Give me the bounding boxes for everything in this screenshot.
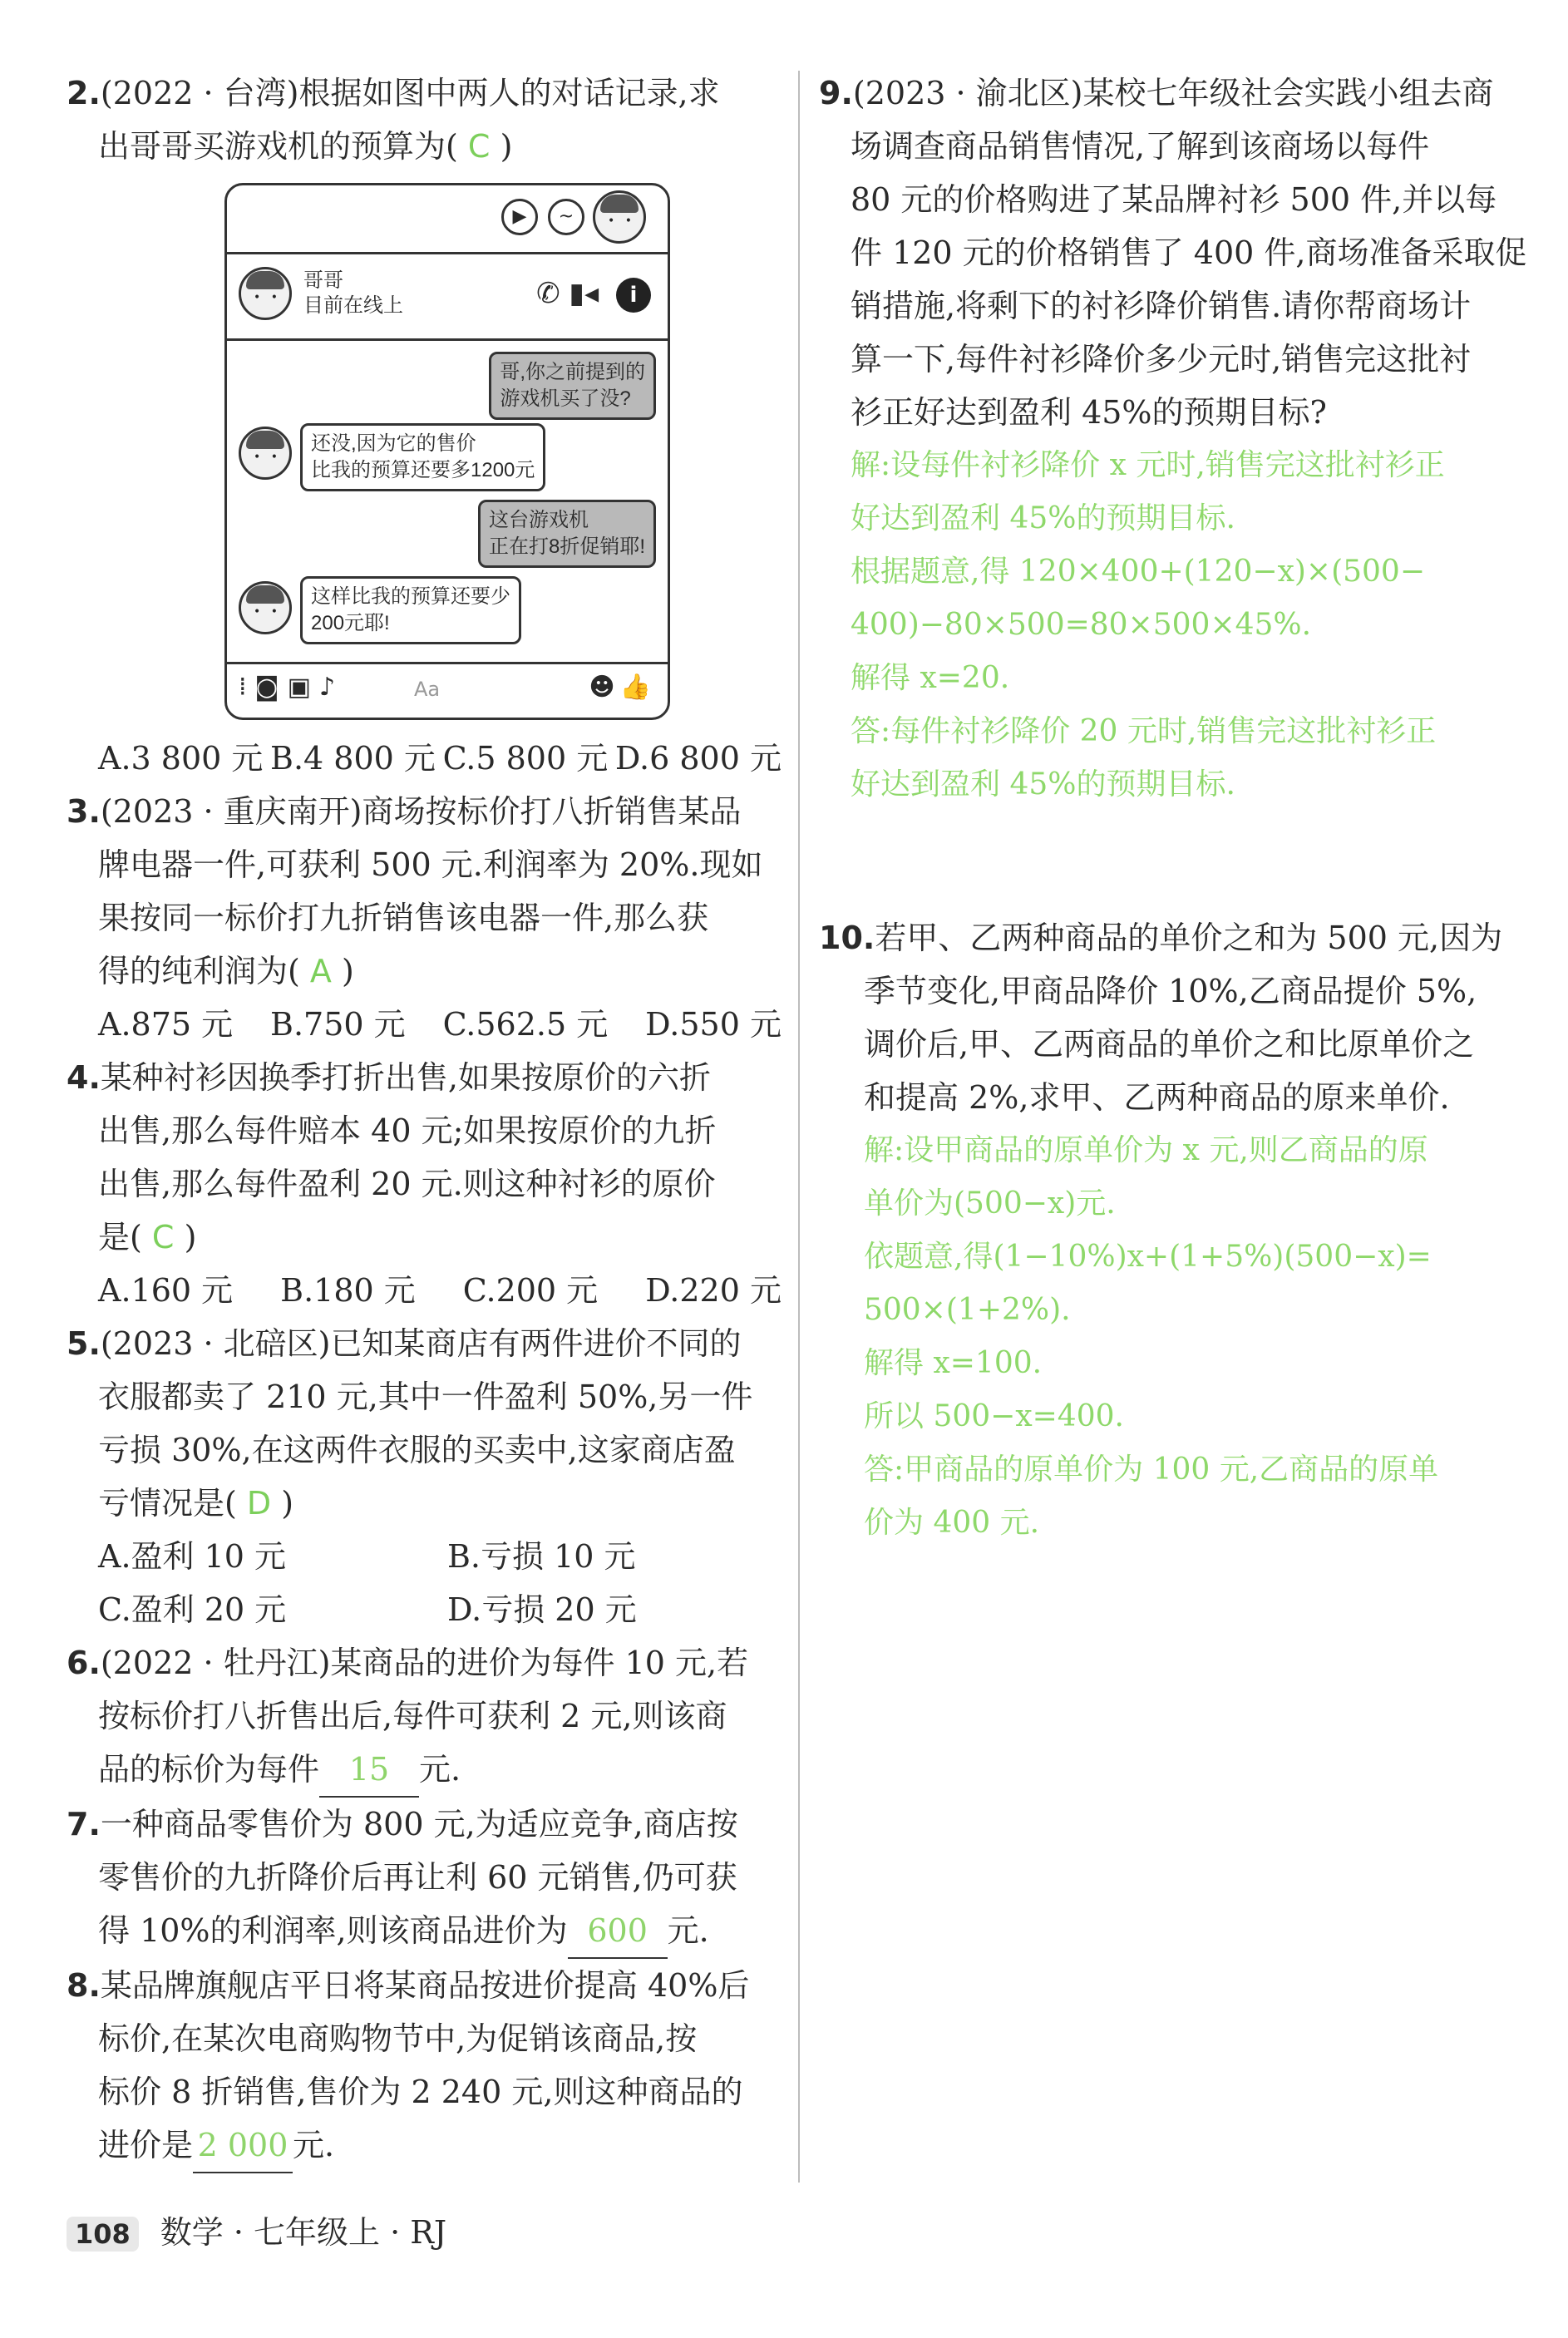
q9-solution-line-6: 答:每件衬衫降价 20 元时,销售完这批衬衫正	[851, 714, 1437, 748]
q2-option-a: A.3 800 元	[98, 740, 264, 777]
q7-answer-blank: 600	[568, 1904, 668, 1959]
q3-number: 3.	[67, 793, 101, 830]
q4-options	[67, 1264, 790, 1317]
q9-line-3: 80 元的价格购进了某品牌衬衫 500 件,并以每	[851, 181, 1497, 218]
q4-option-b: B.180 元	[280, 1272, 416, 1309]
q10-solution-line-3: 依题意,得(1−10%)x+(1+5%)(500−x)=	[864, 1240, 1432, 1274]
chat-top-bar	[227, 185, 668, 254]
video-icon: ▮◂	[569, 277, 599, 310]
q3-option-b: B.750 元	[270, 1006, 406, 1043]
message-3-line-1: 这台游戏机	[488, 509, 589, 531]
emoji-icon: ☻	[589, 673, 620, 702]
column-divider	[798, 71, 800, 2183]
q10-line-2: 季节变化,甲商品降价 10%,乙商品提价 5%,	[864, 973, 1477, 1009]
q2-options	[67, 732, 790, 785]
left-column	[67, 67, 790, 2173]
q9-line-2: 场调查商品销售情况,了解到该商场以每件	[851, 128, 1430, 165]
contact-status: 目前在线上	[303, 294, 403, 317]
right-column	[819, 67, 1534, 1550]
q2-option-b: B.4 800 元	[270, 740, 436, 777]
q7-line-2: 零售价的九折降价后再让利 60 元销售,仍可获	[98, 1859, 737, 1896]
q4-paren: )	[184, 1219, 197, 1255]
q5-option-b: B.亏损 10 元	[447, 1538, 636, 1575]
page-footer	[67, 2207, 446, 2259]
q3-line-3: 果按同一标价打九折销售该电器一件,那么获	[98, 900, 709, 936]
q10-solution-line-2: 单价为(500−x)元.	[864, 1186, 1116, 1221]
q6-line-2: 按标价打八折售出后,每件可获利 2 元,则该商	[98, 1698, 727, 1734]
q9-line-7: 衫正好达到盈利 45%的预期目标?	[851, 394, 1327, 431]
q9-solution-line-1: 解:设每件衬衫降价 x 元时,销售完这批衬衫正	[851, 448, 1445, 482]
book-info: 数学 · 七年级上 · RJ	[160, 2214, 447, 2251]
q10-solution-line-5: 解得 x=100.	[864, 1346, 1043, 1380]
input-right-icons	[589, 673, 656, 702]
q7-line-1: 一种商品零售价为 800 元,为适应竞争,商店按	[100, 1806, 738, 1842]
camera-icon: ◙	[254, 673, 288, 702]
message-2-line-1: 还没,因为它的售价	[311, 432, 476, 455]
chat-input-bar	[227, 662, 668, 718]
question-5	[67, 1317, 790, 1636]
sender-avatar	[239, 427, 292, 480]
q10-line-3: 调价后,甲、乙两商品的单价之和比原单价之	[864, 1026, 1475, 1063]
q9-number: 9.	[819, 75, 853, 111]
q10-solution-line-6: 所以 500−x=400.	[864, 1399, 1124, 1433]
q3-paren: )	[342, 953, 354, 989]
q10-line-1: 若甲、乙两种商品的单价之和为 500 元,因为	[875, 920, 1503, 956]
q4-answer: C	[151, 1219, 175, 1255]
header-icons	[536, 277, 651, 313]
q5-paren: )	[281, 1485, 294, 1522]
q3-line-4: 得的纯利润为(	[98, 953, 300, 989]
q2-option-c: C.5 800 元	[442, 740, 609, 777]
q6-unit: 元.	[419, 1751, 461, 1788]
question-3	[67, 785, 790, 1051]
q9-line-1: (2023 · 渝北区)某校七年级社会实践小组去商	[852, 75, 1494, 111]
q2-line-2: 出哥哥买游戏机的预算为(	[98, 128, 458, 165]
message-3-line-2: 正在打8折促销耶!	[488, 535, 645, 558]
mic-icon: ♪	[319, 673, 344, 702]
q9-solution-line-7: 好达到盈利 45%的预期目标.	[851, 767, 1235, 802]
q3-answer: A	[309, 953, 332, 989]
q4-option-a: A.160 元	[98, 1272, 234, 1309]
q2-answer: C	[467, 128, 491, 165]
q4-line-3: 出售,那么每件盈利 20 元.则这种衬衫的原价	[98, 1166, 716, 1202]
q4-option-c: C.200 元	[462, 1272, 599, 1309]
q6-answer-blank: 15	[319, 1743, 419, 1798]
q2-line-1: (2022 · 台湾)根据如图中两人的对话记录,求	[100, 75, 720, 111]
q5-line-4: 亏情况是(	[98, 1485, 237, 1522]
q3-option-d: D.550 元	[645, 1006, 782, 1043]
q6-line-1: (2022 · 牡丹江)某商品的进价为每件 10 元,若	[100, 1645, 749, 1681]
q8-answer-blank: 2 000	[193, 2119, 293, 2173]
q10-solution	[819, 1124, 1534, 1550]
phone-icon: ✆	[536, 277, 560, 310]
q8-line-4: 进价是	[98, 2127, 194, 2163]
q2-number: 2.	[67, 75, 101, 111]
q6-number: 6.	[67, 1645, 101, 1681]
sender-avatar	[239, 581, 292, 634]
message-1	[489, 352, 656, 420]
input-placeholder: Aa	[414, 678, 441, 701]
contact-info	[303, 269, 403, 318]
q2-option-d: D.6 800 元	[614, 740, 782, 777]
question-4	[67, 1051, 790, 1317]
message-4-line-2: 200元耶!	[311, 612, 390, 634]
q10-solution-line-7: 答:甲商品的原单价为 100 元,乙商品的原单	[864, 1453, 1439, 1487]
q6-line-3: 品的标价为每件	[98, 1751, 320, 1788]
q9-line-4: 件 120 元的价格销售了 400 件,商场准备采取促	[851, 234, 1527, 271]
q3-option-c: C.562.5 元	[442, 1006, 609, 1043]
q9-solution-line-5: 解得 x=20.	[851, 661, 1010, 695]
contact-avatar	[239, 267, 292, 320]
q7-number: 7.	[67, 1806, 101, 1842]
q3-line-1: (2023 · 重庆南开)商场按标价打八折销售某品	[100, 793, 742, 830]
q3-line-2: 牌电器一件,可获利 500 元.利润率为 20%.现如	[98, 846, 763, 883]
question-7	[67, 1798, 790, 1959]
q9-line-5: 销措施,将剩下的衬衫降价销售.请你帮商场计	[851, 288, 1472, 324]
q4-option-d: D.220 元	[645, 1272, 782, 1309]
q8-line-1: 某品牌旗舰店平日将某商品按进价提高 40%后	[100, 1967, 750, 2004]
message-2	[300, 423, 545, 491]
thumbs-up-icon: 👍	[619, 673, 656, 702]
q9-solution-line-2: 好达到盈利 45%的预期目标.	[851, 501, 1235, 535]
message-2-line-2: 比我的预算还要多1200元	[311, 459, 535, 481]
q10-solution-line-1: 解:设甲商品的原单价为 x 元,则乙商品的原	[864, 1133, 1428, 1167]
q9-solution	[819, 439, 1534, 811]
message-4-line-1: 这样比我的预算还要少	[311, 585, 510, 608]
q4-line-4: 是(	[98, 1219, 142, 1255]
q9-line-6: 算一下,每件衬衫降价多少元时,销售完这批衬	[851, 341, 1472, 377]
message-4	[300, 576, 521, 644]
q2-paren: )	[500, 128, 513, 165]
question-9	[819, 67, 1534, 811]
avatar-icon	[593, 190, 646, 244]
q5-answer: D	[246, 1485, 272, 1522]
contact-name: 哥哥	[303, 269, 343, 292]
q5-line-2: 衣服都卖了 210 元,其中一件盈利 50%,另一件	[98, 1379, 753, 1415]
message-1-line-2: 游戏机买了没?	[500, 387, 631, 410]
q10-line-4: 和提高 2%,求甲、乙两种商品的原来单价.	[864, 1079, 1450, 1116]
page-number: 108	[67, 2217, 139, 2252]
q10-solution-line-8: 价为 400 元.	[864, 1506, 1040, 1540]
message-3	[478, 500, 656, 568]
q8-line-3: 标价 8 折销售,售价为 2 240 元,则这种商品的	[98, 2074, 743, 2110]
q8-line-2: 标价,在某次电商购物节中,为促销该商品,按	[98, 2020, 698, 2057]
q5-options	[67, 1530, 790, 1636]
play-icon: ▶	[501, 199, 538, 235]
q10-number: 10.	[819, 920, 875, 956]
q5-option-d: D.亏损 20 元	[447, 1591, 637, 1628]
q3-options	[67, 998, 790, 1051]
q4-line-2: 出售,那么每件赔本 40 元;如果按原价的九折	[98, 1112, 717, 1149]
question-10	[819, 911, 1534, 1550]
q8-number: 8.	[67, 1967, 101, 2004]
question-8	[67, 1959, 790, 2173]
q5-number: 5.	[67, 1325, 101, 1362]
q5-option-c: C.盈利 20 元	[98, 1591, 287, 1628]
q10-solution-line-4: 500×(1+2%).	[864, 1293, 1071, 1327]
q9-solution-line-4: 400)−80×500=80×500×45%.	[851, 608, 1312, 642]
q3-option-a: A.875 元	[98, 1006, 234, 1043]
q5-line-3: 亏损 30%,在这两件衣服的买卖中,这家商店盈	[98, 1432, 736, 1468]
chat-illustration	[224, 183, 670, 720]
q7-line-3: 得 10%的利润率,则该商品进价为	[98, 1912, 568, 1949]
question-2	[67, 67, 790, 785]
image-icon: ▣	[287, 673, 320, 702]
q8-unit: 元.	[293, 2127, 335, 2163]
q4-line-1: 某种衬衫因换季打折出售,如果按原价的六折	[100, 1059, 711, 1096]
chat-header	[227, 252, 668, 341]
question-6	[67, 1636, 790, 1798]
input-tool-icons	[239, 673, 343, 702]
q9-solution-line-3: 根据题意,得 120×400+(120−x)×(500−	[851, 555, 1425, 589]
messenger-icon: ~	[548, 199, 584, 235]
q7-unit: 元.	[667, 1912, 709, 1949]
q4-number: 4.	[67, 1059, 101, 1096]
dots-icon: ⁞	[239, 673, 255, 702]
q5-option-a: A.盈利 10 元	[98, 1538, 287, 1575]
info-icon: i	[616, 278, 651, 313]
q5-line-1: (2023 · 北碚区)已知某商店有两件进价不同的	[100, 1325, 742, 1362]
message-1-line-1: 哥,你之前提到的	[500, 361, 645, 383]
